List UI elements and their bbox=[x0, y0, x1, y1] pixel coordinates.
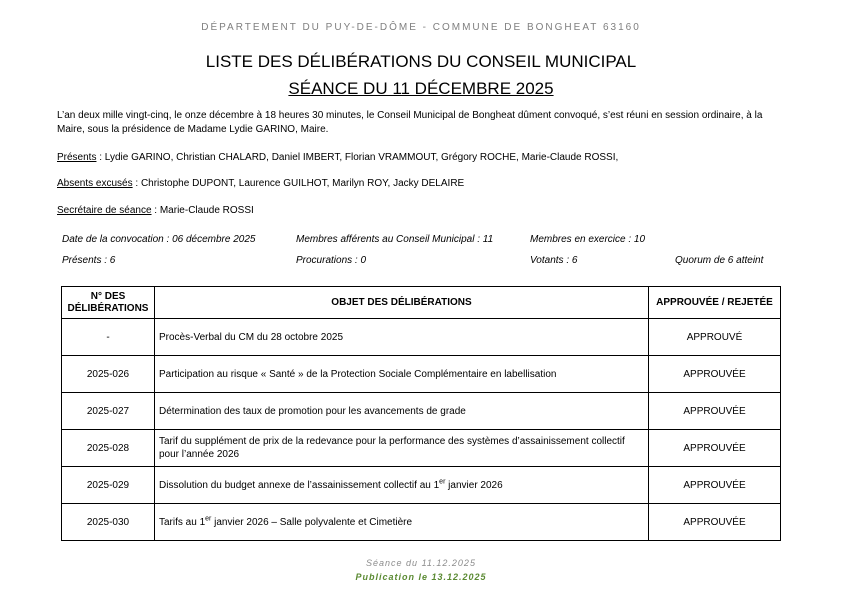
row-object: Dissolution du budget annexe de l’assainissement collectif au 1er janvier 2026 bbox=[155, 467, 649, 504]
row-object: Procès-Verbal du CM du 28 octobre 2025 bbox=[155, 319, 649, 356]
row-status: APPROUVÉE bbox=[649, 504, 781, 541]
secretary-value: : Marie-Claude ROSSI bbox=[154, 205, 254, 216]
row-number: 2025-029 bbox=[62, 467, 155, 504]
table-row bbox=[62, 356, 781, 393]
table-row bbox=[62, 393, 781, 430]
convocation-date: Date de la convocation : 06 décembre 2025 bbox=[62, 234, 256, 245]
row-number: 2025-026 bbox=[62, 356, 155, 393]
secretary-label: Secrétaire de séance bbox=[57, 205, 152, 216]
table-row bbox=[62, 430, 781, 467]
row-object: Tarifs au 1er janvier 2026 – Salle polyvalente et Cimetière bbox=[155, 504, 649, 541]
table-row bbox=[62, 504, 781, 541]
row-object: Participation au risque « Santé » de la Protection Sociale Complémentaire en labellisation bbox=[155, 356, 649, 393]
header-object: OBJET DES DÉLIBÉRATIONS bbox=[155, 287, 649, 319]
table-header-row bbox=[62, 287, 781, 319]
members-total: Membres afférents au Conseil Municipal : 11 bbox=[296, 234, 494, 245]
row-status: APPROUVÉE bbox=[649, 467, 781, 504]
members-active: Membres en exercice : 10 bbox=[530, 234, 646, 245]
absent-label: Absents excusés bbox=[57, 178, 133, 189]
present-count: Présents : 6 bbox=[62, 255, 116, 266]
present-value: : Lydie GARINO, Christian CHALARD, Daniel IMBERT, Florian VRAMMOUT, Grégory ROCHE, Marie-Claude ROSSI, bbox=[99, 152, 619, 163]
row-status: APPROUVÉE bbox=[649, 393, 781, 430]
row-number: 2025-028 bbox=[62, 430, 155, 467]
footer-session: Séance du 11.12.2025 bbox=[366, 558, 476, 568]
row-object: Détermination des taux de promotion pour les avancements de grade bbox=[155, 393, 649, 430]
present-label: Présents bbox=[57, 152, 97, 163]
footer-publication: Publication le 13.12.2025 bbox=[355, 572, 487, 582]
row-status: APPROUVÉE bbox=[649, 356, 781, 393]
quorum-status: Quorum de 6 atteint bbox=[675, 255, 764, 266]
proxies-count: Procurations : 0 bbox=[296, 255, 367, 266]
row-number: - bbox=[62, 319, 155, 356]
absent-value: : Christophe DUPONT, Laurence GUILHOT, Marilyn ROY, Jacky DELAIRE bbox=[135, 178, 465, 189]
department-header: DÉPARTEMENT DU PUY-DE-DÔME - COMMUNE DE BONGHEAT 63160 bbox=[201, 22, 641, 33]
secretary-line bbox=[57, 204, 254, 218]
header-status: APPROUVÉE / REJETÉE bbox=[649, 287, 781, 319]
table-row bbox=[62, 467, 781, 504]
row-number: 2025-030 bbox=[62, 504, 155, 541]
intro-paragraph: L’an deux mille vingt-cinq, le onze décembre à 18 heures 30 minutes, le Conseil Municipal de Bongheat dûment convoqué, s’est réuni en session ordinaire, à la Maire, sous la présidence de Madame Lydie GARINO, Maire. bbox=[57, 110, 763, 135]
session-title: SÉANCE DU 11 DÉCEMBRE 2025 bbox=[288, 79, 554, 98]
present-line bbox=[57, 151, 618, 165]
table-row bbox=[62, 319, 781, 356]
absent-line bbox=[57, 177, 464, 191]
row-object: Tarif du supplément de prix de la redevance pour la performance des systèmes d’assainissement collectif pour l’année 2026 bbox=[155, 430, 649, 467]
row-status: APPROUVÉE bbox=[649, 430, 781, 467]
header-number: N° DES DÉLIBÉRATIONS bbox=[62, 287, 155, 319]
page-title: LISTE DES DÉLIBÉRATIONS DU CONSEIL MUNICIPAL bbox=[205, 52, 637, 71]
row-status: APPROUVÉ bbox=[649, 319, 781, 356]
row-number: 2025-027 bbox=[62, 393, 155, 430]
deliberations-table bbox=[61, 286, 781, 541]
voters-count: Votants : 6 bbox=[530, 255, 578, 266]
